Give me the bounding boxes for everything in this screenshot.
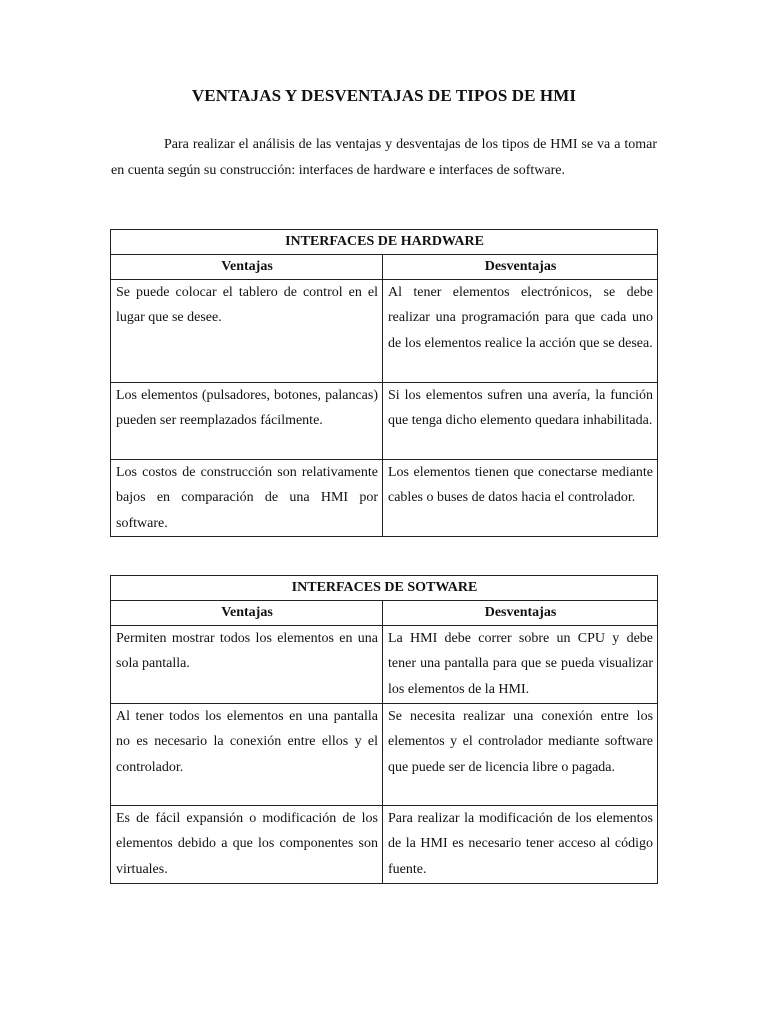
hardware-desventaja-1: Al tener elementos electrónicos, se debe realizar una programación para que cada uno de los elementos realice la acción que se desea. [383,280,658,383]
table-row [111,626,658,704]
hardware-table-title-row [111,230,658,255]
software-col-ventajas: Ventajas [111,601,383,626]
hardware-col-ventajas: Ventajas [111,255,383,280]
software-col-desventajas: Desventajas [383,601,658,626]
table-row [111,704,658,806]
hardware-table-title: INTERFACES DE HARDWARE [111,230,658,255]
software-ventaja-3: Es de fácil expansión o modificación de los elementos debido a que los componentes son virtuales. [111,806,383,884]
hardware-table-header-row [111,255,658,280]
intro-paragraph: Para realizar el análisis de las ventajas y desventajas de los tipos de HMI se va a tomar en cuenta según su construcción: interfaces de hardware e interfaces de software. [111,137,657,178]
software-table-header-row [111,601,658,626]
hardware-ventaja-2: Los elementos (pulsadores, botones, palancas) pueden ser reemplazados fácilmente. [111,383,383,460]
hardware-ventaja-3: Los costos de construcción son relativamente bajos en comparación de una HMI por software. [111,460,383,537]
software-desventaja-3: Para realizar la modificación de los elementos de la HMI es necesario tener acceso al código fuente. [383,806,658,884]
software-desventaja-2: Se necesita realizar una conexión entre los elementos y el controlador mediante software que puede ser de licencia libre o pagada. [383,704,658,806]
hardware-table [110,229,658,537]
software-ventaja-2: Al tener todos los elementos en una pantalla no es necesario la conexión entre ellos y el controlador. [111,704,383,806]
table-row [111,460,658,537]
table-row [111,280,658,383]
hardware-desventaja-3: Los elementos tienen que conectarse mediante cables o buses de datos hacia el controlador. [383,460,658,537]
software-ventaja-1: Permiten mostrar todos los elementos en una sola pantalla. [111,626,383,704]
software-table-title-row [111,576,658,601]
software-table [110,575,658,884]
hardware-ventaja-1: Se puede colocar el tablero de control en el lugar que se desee. [111,280,383,383]
software-table-title: INTERFACES DE SOTWARE [111,576,658,601]
hardware-col-desventajas: Desventajas [383,255,658,280]
table-row [111,383,658,460]
document-title: VENTAJAS Y DESVENTAJAS DE TIPOS DE HMI [191,86,577,105]
hardware-desventaja-2: Si los elementos sufren una avería, la función que tenga dicho elemento quedara inhabilitada. [383,383,658,460]
software-desventaja-1: La HMI debe correr sobre un CPU y debe tener una pantalla para que se pueda visualizar los elementos de la HMI. [383,626,658,704]
table-row [111,806,658,884]
